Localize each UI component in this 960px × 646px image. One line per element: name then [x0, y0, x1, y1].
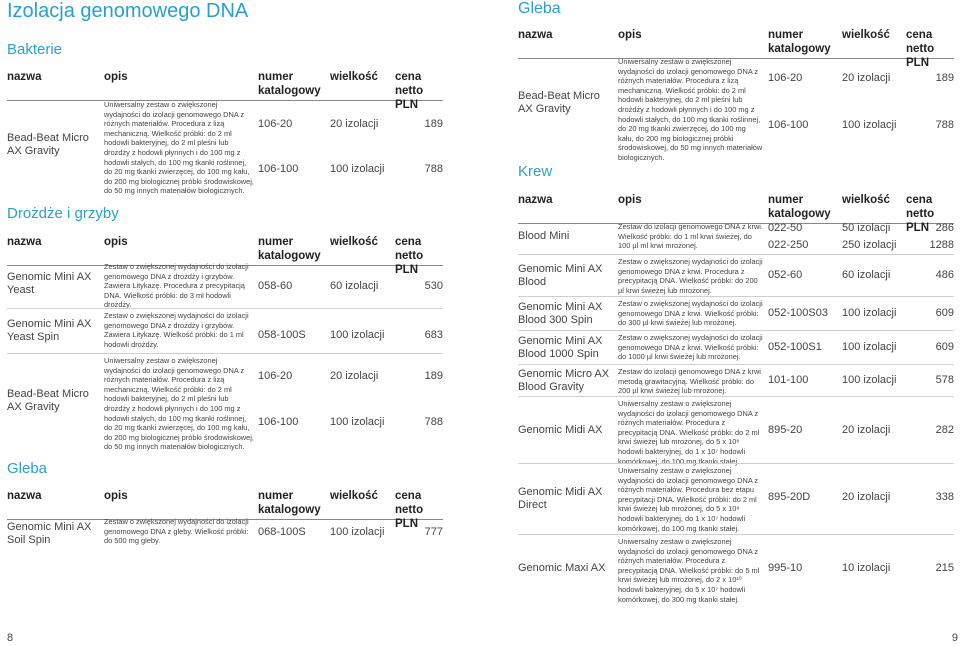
table-header [7, 70, 443, 111]
header-price: cena netto PLN [906, 29, 935, 69]
pack-size: 50 izolacji [842, 222, 891, 234]
product-description: Uniwersalny zestaw o zwiększonej wydajności do izolacji genomowego DNA z różnych materiałów. Procedura bez etapu precypitacji DNA. Wielkość próbki: do 2 ml krwi świeżej lub mrożonej, do 5 x 10⁸ hodowli bakteryjnej, do 1 x 10⁷ hodowli komórkowej, do 100 mg tkanki stałej. [618, 466, 759, 533]
product-description: Zestaw do izolacji genomowego DNA z krwi. Wielkość próbki: do 1 ml krwi świeżej, do 100 µl ml krwi mrożonej. [618, 222, 763, 251]
catalog-number: 052-60 [768, 269, 803, 281]
price: 486 [935, 269, 954, 281]
product-name: Genomic Midi AX Direct [518, 486, 603, 511]
price: 788 [935, 119, 954, 131]
product-name: Blood Mini [518, 230, 570, 242]
pack-size: 20 izolacji [842, 424, 891, 436]
table-row [518, 254, 954, 296]
catalog-number: 106-100 [768, 119, 809, 131]
catalog-number: 052-100S03 [768, 307, 828, 319]
header-price: cena netto PLN [906, 194, 935, 234]
price: 788 [424, 416, 443, 428]
product-description: Zestaw o zwiększonej wydajności do izolacji genomowego DNA z gleby. Wielkość próbki: do 500 mg gleby. [104, 517, 249, 546]
catalog-number: 022-250 [768, 239, 809, 251]
table-row [7, 260, 443, 310]
catalog-number: 058-100S [258, 329, 306, 341]
header-price: cena netto PLN [395, 236, 424, 276]
section-title-bakterie: Bakterie [7, 41, 63, 58]
header-catalog-number: numer katalogowy [258, 490, 321, 516]
product-name: Genomic Mini AX Blood [518, 262, 603, 288]
catalog-number: 106-20 [258, 118, 293, 130]
pack-size: 100 izolacji [842, 341, 897, 353]
header-catalog-number: numer katalogowy [768, 194, 831, 220]
price: 189 [424, 370, 443, 382]
product-name: Genomic Maxi AX [518, 561, 606, 574]
table-row [518, 396, 954, 466]
product-description: Uniwersalny zestaw o zwiększonej wydajności do izolacji genomowego DNA z różnych materiałów. Procedura z lizą mechaniczną. Wielkość próbki: do 2 ml hodowli bakteryjnej, do 2 ml pleśni lub drożdży z hodowli płynnych i do 100 mg z hodowli stałych, do 100 mg tkanki roślinnej, do 20 mg tkanki zwierzęcej, do 100 mg kału, do 200 mg biologicznej próbki środowiskowej, do 50 mg innych materiałów biologicznych. [618, 57, 763, 162]
table-row [518, 534, 954, 604]
page-title: Izolacja genomowego DNA [7, 0, 249, 22]
pack-size: 100 izolacji [330, 526, 385, 538]
pack-size: 20 izolacji [842, 491, 891, 503]
price: 609 [935, 307, 954, 319]
pack-size: 60 izolacji [842, 269, 891, 281]
pack-size: 20 izolacji [842, 72, 891, 84]
catalog-number: 106-20 [258, 370, 293, 382]
product-description: Uniwersalny zestaw o zwiększonej wydajności do izolacji genomowego DNA z różnych materiałów. Procedura z precypitacją DNA. Wielkość próbki: do 2 ml krwi świeżej lub mrożonej, do 5 x 10⁸ hodowli bakteryjnej, do 1 x 10⁷ hodowli komórkowej, do 100 mg tkanki stałej. [618, 399, 760, 466]
catalog-number: 022-50 [768, 222, 803, 234]
catalog-number: 995-10 [768, 562, 803, 574]
product-name: Genomic Mini AX Soil Spin [7, 521, 92, 546]
pack-size: 20 izolacji [330, 370, 379, 382]
table-row [518, 364, 954, 396]
price: 578 [935, 374, 954, 386]
page-number: 9 [951, 632, 958, 644]
table-row [518, 55, 954, 162]
table-row [518, 463, 954, 534]
header-size: wielkość [330, 490, 378, 502]
page-number: 8 [7, 632, 14, 644]
header-price: cena netto PLN [395, 71, 424, 111]
product-name: Genomic Midi AX [518, 423, 603, 436]
product-description: Uniwersalny zestaw o zwiększonej wydajności do izolacji genomowego DNA z różnych materiałów. Procedura z lizą mechaniczną. Wielkość próbki: do 2 ml hodowli bakteryjnej, do 2 ml pleśni lub drożdży z hodowli płynnych i do 100 mg z hodowli stałych, do 100 mg tkanki roślinnej, do 20 mg tkanki zwierzęcej, do 100 mg kału, do 200 mg biologicznej próbki środowiskowej, do 50 mg innych materiałów biologicznych. [104, 356, 254, 452]
catalog-number: 106-100 [258, 416, 299, 428]
section-title-krew: Krew [518, 163, 553, 180]
header-description: opis [104, 490, 128, 502]
product-name: Bead-Beat Micro AX Gravity [7, 388, 89, 413]
product-name: Genomic Mini AX Yeast Spin [7, 318, 92, 343]
catalog-number: 106-20 [768, 72, 803, 84]
pack-size: 250 izolacji [842, 239, 897, 251]
product-description: Zestaw o zwiększonej wydajności do izolacji genomowego DNA z krwi. Wielkość próbki: do 300 µl krwi świeżej lub mrożonej. [618, 299, 763, 328]
header-description: opis [104, 236, 128, 248]
product-description: Zestaw o zwiększonej wydajności do izolacji genomowego DNA z drożdży i grzybów. Zawiera Litykazę. Procedura z precypitacją DNA. Wielkość próbki: do 3 ml hodowli drożdży. [104, 262, 249, 310]
price: 282 [935, 424, 954, 436]
header-description: opis [618, 29, 642, 41]
catalog-number: 895-20D [768, 491, 811, 503]
right-page [480, 0, 960, 646]
catalog-number: 101-100 [768, 374, 809, 386]
table-row [7, 98, 443, 196]
section-title-drozdze-i-grzyby: Drożdże i grzyby [7, 205, 119, 222]
page-title-right: Gleba [518, 0, 561, 17]
product-name: Genomic Mini AX Blood 300 Spin [518, 300, 603, 326]
catalog-number: 068-100S [258, 526, 306, 538]
table-row [7, 308, 443, 353]
header-name: nazwa [7, 71, 42, 83]
product-name: Genomic Mini AX Blood 1000 Spin [518, 334, 603, 360]
header-size: wielkość [330, 236, 378, 248]
pack-size: 20 izolacji [330, 118, 379, 130]
product-description: Zestaw o zwiększonej wydajności do izolacji genomowego DNA z krwi. Wielkość próbki: do 1000 µl krwi świeżej lub mrożonej. [618, 333, 763, 362]
price: 683 [424, 329, 443, 341]
price: 189 [424, 118, 443, 130]
price: 215 [935, 562, 954, 574]
header-catalog-number: numer katalogowy [258, 236, 321, 262]
price: 530 [424, 280, 443, 292]
header-size: wielkość [842, 29, 890, 41]
pack-size: 100 izolacji [842, 374, 897, 386]
product-name: Bead-Beat Micro AX Gravity [7, 131, 89, 157]
table-row [7, 353, 443, 452]
product-description: Zestaw o zwiększonej wydajności do izolacji genomowego DNA z krwi. Procedura z precypitacją DNA. Wielkość próbki: do 200 µl krwi świeżej lub mrożonej. [618, 257, 763, 295]
price: 338 [935, 491, 954, 503]
header-catalog-number: numer katalogowy [258, 71, 321, 97]
header-name: nazwa [7, 236, 42, 248]
header-description: opis [618, 194, 642, 206]
table-row [518, 296, 954, 330]
price: 777 [424, 526, 443, 538]
pack-size: 100 izolacji [330, 329, 385, 341]
price: 286 [935, 222, 954, 234]
pack-size: 60 izolacji [330, 280, 379, 292]
product-description: Uniwersalny zestaw o zwiększonej wydajności do izolacji genomowego DNA z różnych materiałów. Procedura z lizą mechaniczną. Wielkość próbki: do 2 ml hodowli bakteryjnej, do 2 ml pleśni lub drożdży z hodowli płynnych i do 100 mg z hodowli stałych, do 100 mg tkanki roślinnej, do 20 mg tkanki zwierzęcej, do 100 mg kału, do 200 mg biologicznej próbki środowiskowej, do 50 mg innych materiałów biologicznych. [104, 100, 254, 196]
catalog-number: 106-100 [258, 163, 299, 175]
header-description: opis [104, 71, 128, 83]
header-size: wielkość [330, 71, 378, 83]
product-name: Genomic Micro AX Blood Gravity [518, 367, 610, 393]
header-name: nazwa [7, 490, 42, 502]
price: 788 [424, 163, 443, 175]
product-description: Zestaw do izolacji genomowego DNA z krwi metodą grawitacyjną. Wielkość próbki: do 200 µl krwi świeżej lub mrożonej. [618, 367, 761, 396]
header-price: cena netto PLN [395, 490, 424, 530]
product-description: Uniwersalny zestaw o zwiększonej wydajności do izolacji genomowego DNA z różnych materiałów. Procedura z precypitacją DNA. Wielkość próbki: do 5 ml krwi świeżej lub mrożonej, do 2 x 10¹⁰ hodowli bakteryjnej, do 5 x 10⁷ hodowli komórkowej, do 300 mg tkanki stałej. [618, 537, 760, 604]
catalog-number: 895-20 [768, 424, 803, 436]
header-size: wielkość [842, 194, 890, 206]
product-description: Zestaw o zwiększonej wydajności do izolacji genomowego DNA z drożdży i grzybów. Zawiera Litykazę. Wielkość próbki: do 1 ml hodowli drożdży. [104, 311, 249, 349]
price: 189 [935, 72, 954, 84]
header-name: nazwa [518, 194, 553, 206]
catalog-number: 052-100S1 [768, 341, 822, 353]
price: 609 [935, 341, 954, 353]
table-row [518, 220, 954, 253]
table-row [7, 515, 443, 553]
section-title-gleba: Gleba [7, 460, 48, 477]
pack-size: 10 izolacji [842, 562, 891, 574]
pack-size: 100 izolacji [330, 416, 385, 428]
header-catalog-number: numer katalogowy [768, 29, 831, 55]
price: 1288 [929, 239, 954, 251]
pack-size: 100 izolacji [842, 307, 897, 319]
catalog-number: 058-60 [258, 280, 293, 292]
pack-size: 100 izolacji [842, 119, 897, 131]
product-name: Genomic Mini AX Yeast [7, 270, 92, 296]
header-name: nazwa [518, 29, 553, 41]
product-name: Bead-Beat Micro AX Gravity [518, 89, 600, 115]
table-row [518, 330, 954, 364]
pack-size: 100 izolacji [330, 163, 385, 175]
